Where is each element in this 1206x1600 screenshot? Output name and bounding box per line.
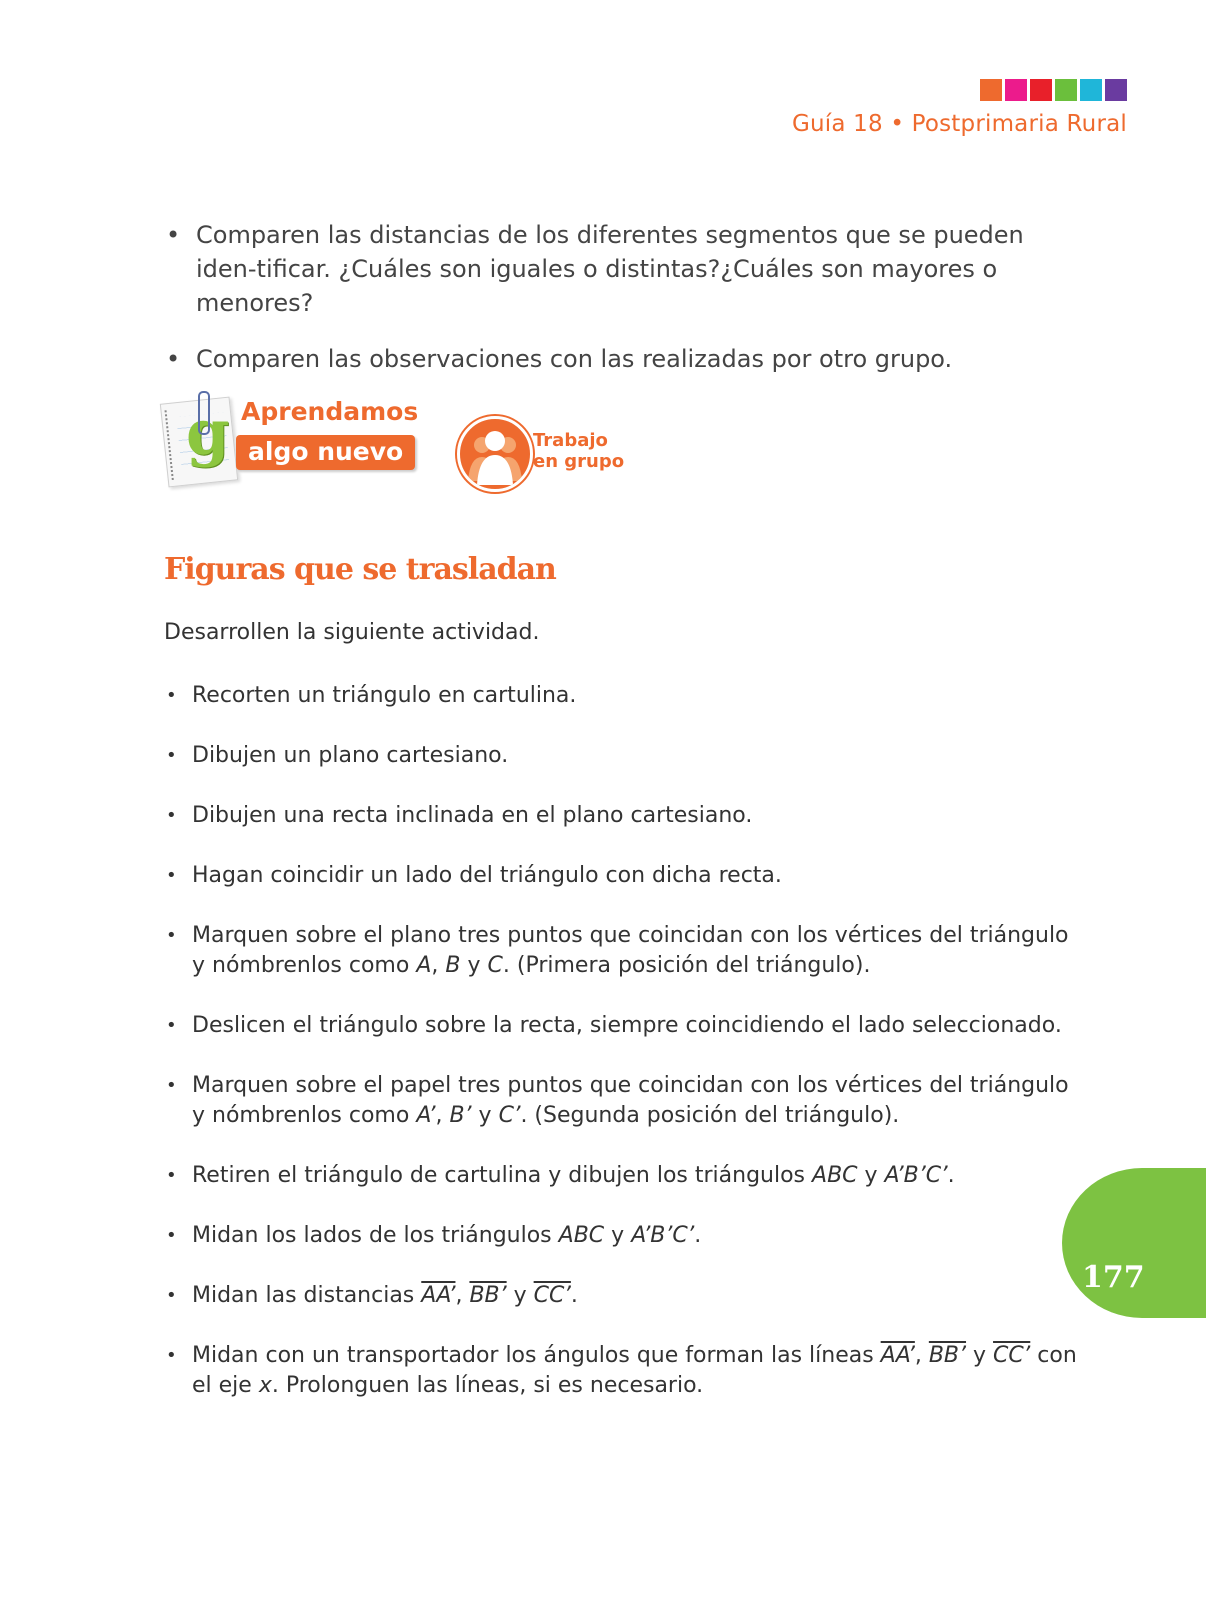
page-number: 177: [1082, 1260, 1145, 1295]
section-intro: Desarrollen la siguiente actividad.: [164, 620, 540, 645]
en-grupo-label: en grupo: [533, 451, 625, 472]
trabajo-en-grupo-badge: [457, 416, 637, 491]
trabajo-label: Trabajo: [533, 430, 608, 451]
list-item: • Recorten un triángulo en cartulina.: [166, 681, 1086, 711]
list-item: • Comparen las distancias de los diferentes segmentos que se pueden iden-tificar. ¿Cuáles son iguales o distintas?¿Cuáles son mayores o menores?: [166, 218, 1086, 320]
top-bullet-list: [166, 218, 1086, 398]
color-square-pink: [1005, 79, 1027, 101]
color-square-orange: [980, 79, 1002, 101]
color-square-red: [1030, 79, 1052, 101]
color-square-purple: [1105, 79, 1127, 101]
aprendamos-badge: [164, 393, 419, 488]
list-item: • Marquen sobre el plano tres puntos que coincidan con los vértices del triángulo y nómbrenlos como A, B y C. (Primera posición del triángulo).: [166, 921, 1086, 981]
algo-nuevo-label: algo nuevo: [236, 435, 415, 470]
guide-header: Guía 18 • Postprimaria Rural: [791, 111, 1127, 137]
list-item: • Dibujen una recta inclinada en el plano cartesiano.: [166, 801, 1086, 831]
aprendamos-label: Aprendamos: [241, 397, 419, 426]
color-strip: [980, 79, 1127, 101]
g-logo-icon: g: [186, 396, 230, 469]
list-item: • Retiren el triángulo de cartulina y dibujen los triángulos ABC y A’B’C’.: [166, 1161, 1086, 1191]
color-square-cyan: [1080, 79, 1102, 101]
list-item: • Dibujen un plano cartesiano.: [166, 741, 1086, 771]
list-item: • Midan con un transportador los ángulos que forman las líneas AA’, BB’ y CC’ con el eje x. Prolonguen las líneas, si es necesario.: [166, 1341, 1086, 1401]
list-item: • Comparen las observaciones con las realizadas por otro grupo.: [166, 342, 1086, 376]
paperclip-icon: [198, 391, 210, 435]
group-people-icon: [457, 416, 533, 492]
list-item: • Deslicen el triángulo sobre la recta, siempre coincidiendo el lado seleccionado.: [166, 1011, 1086, 1041]
list-item: • Midan los lados de los triángulos ABC y A’B’C’.: [166, 1221, 1086, 1251]
list-item: • Hagan coincidir un lado del triángulo con dicha recta.: [166, 861, 1086, 891]
section-title: Figuras que se trasladan: [164, 552, 556, 587]
activity-step-list: [166, 681, 1086, 1431]
list-item: • Midan las distancias AA’, BB’ y CC’.: [166, 1281, 1086, 1311]
trabajo-en-grupo-label: [533, 430, 624, 472]
color-square-green: [1055, 79, 1077, 101]
list-item: • Marquen sobre el papel tres puntos que coincidan con los vértices del triángulo y nómbrenlos como A’, B’ y C’. (Segunda posición del triángulo).: [166, 1071, 1086, 1131]
